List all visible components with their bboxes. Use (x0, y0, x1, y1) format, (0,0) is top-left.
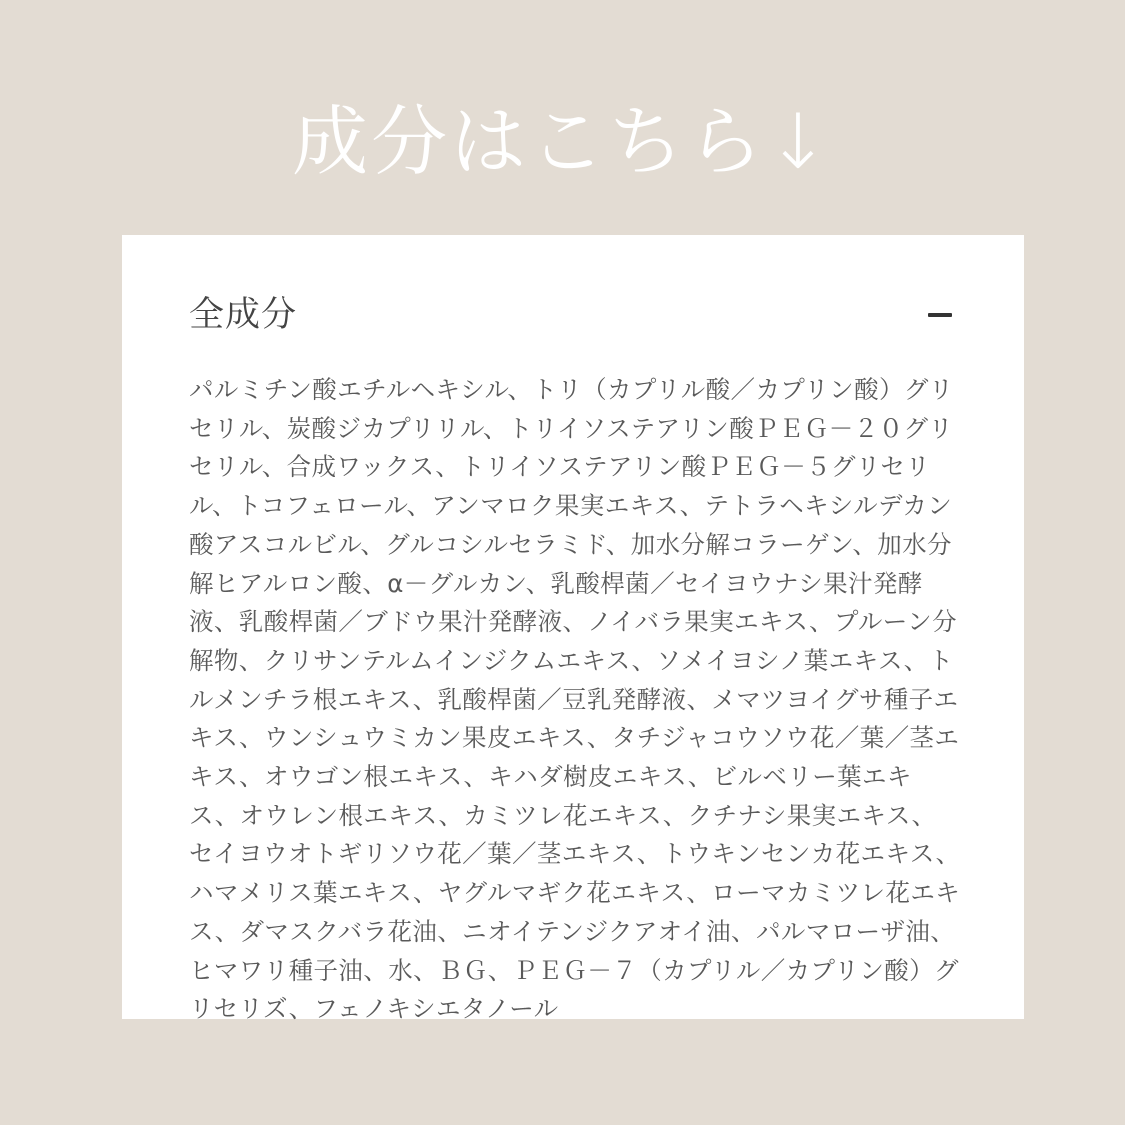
minus-icon (928, 313, 952, 317)
ingredients-card (122, 235, 1024, 1024)
collapse-button[interactable] (926, 305, 954, 325)
ingredients-accordion-header[interactable] (122, 235, 1024, 375)
accordion-title: 全成分 (189, 295, 298, 335)
ingredients-list: パルミチン酸エチルヘキシル、トリ（カプリル酸／カプリン酸）グリセリル、炭酸ジカプリリル、トリイソステアリン酸ＰＥＧ－２０グリセリル、合成ワックス、トリイソステアリン酸ＰＥＧ－５グリセリル、トコフェロール、アンマロク果実エキス、テトラヘキシルデカン酸アスコルビル、グルコシルセラミド、加水分解コラーゲン、加水分解ヒアルロン酸、α－グルカン、乳酸桿菌／セイヨウナシ果汁発酵液、乳酸桿菌／ブドウ果汁発酵液、ノイバラ果実エキス、プルーン分解物、クリサンテルムインジクムエキス、ソメイヨシノ葉エキス、トルメンチラ根エキス、乳酸桿菌／豆乳発酵液、メマツヨイグサ種子エキス、ウンシュウミカン果皮エキス、タチジャコウソウ花／葉／茎エキス、オウゴン根エキス、キハダ樹皮エキス、ビルベリー葉エキス、オウレン根エキス、カミツレ花エキス、クチナシ果実エキス、セイヨウオトギリソウ花／葉／茎エキス、トウキンセンカ花エキス、ハマメリス葉エキス、ヤグルマギク花エキス、ローマカミツレ花エキス、ダマスクバラ花油、ニオイテンジクアオイ油、パルマローザ油、ヒマワリ種子油、水、ＢＧ、ＰＥＧ－７（カプリル／カプリン酸）グリセリズ、フェノキシエタノール (189, 375, 961, 1024)
page-headline: 成分はこちら↓ (292, 97, 833, 186)
